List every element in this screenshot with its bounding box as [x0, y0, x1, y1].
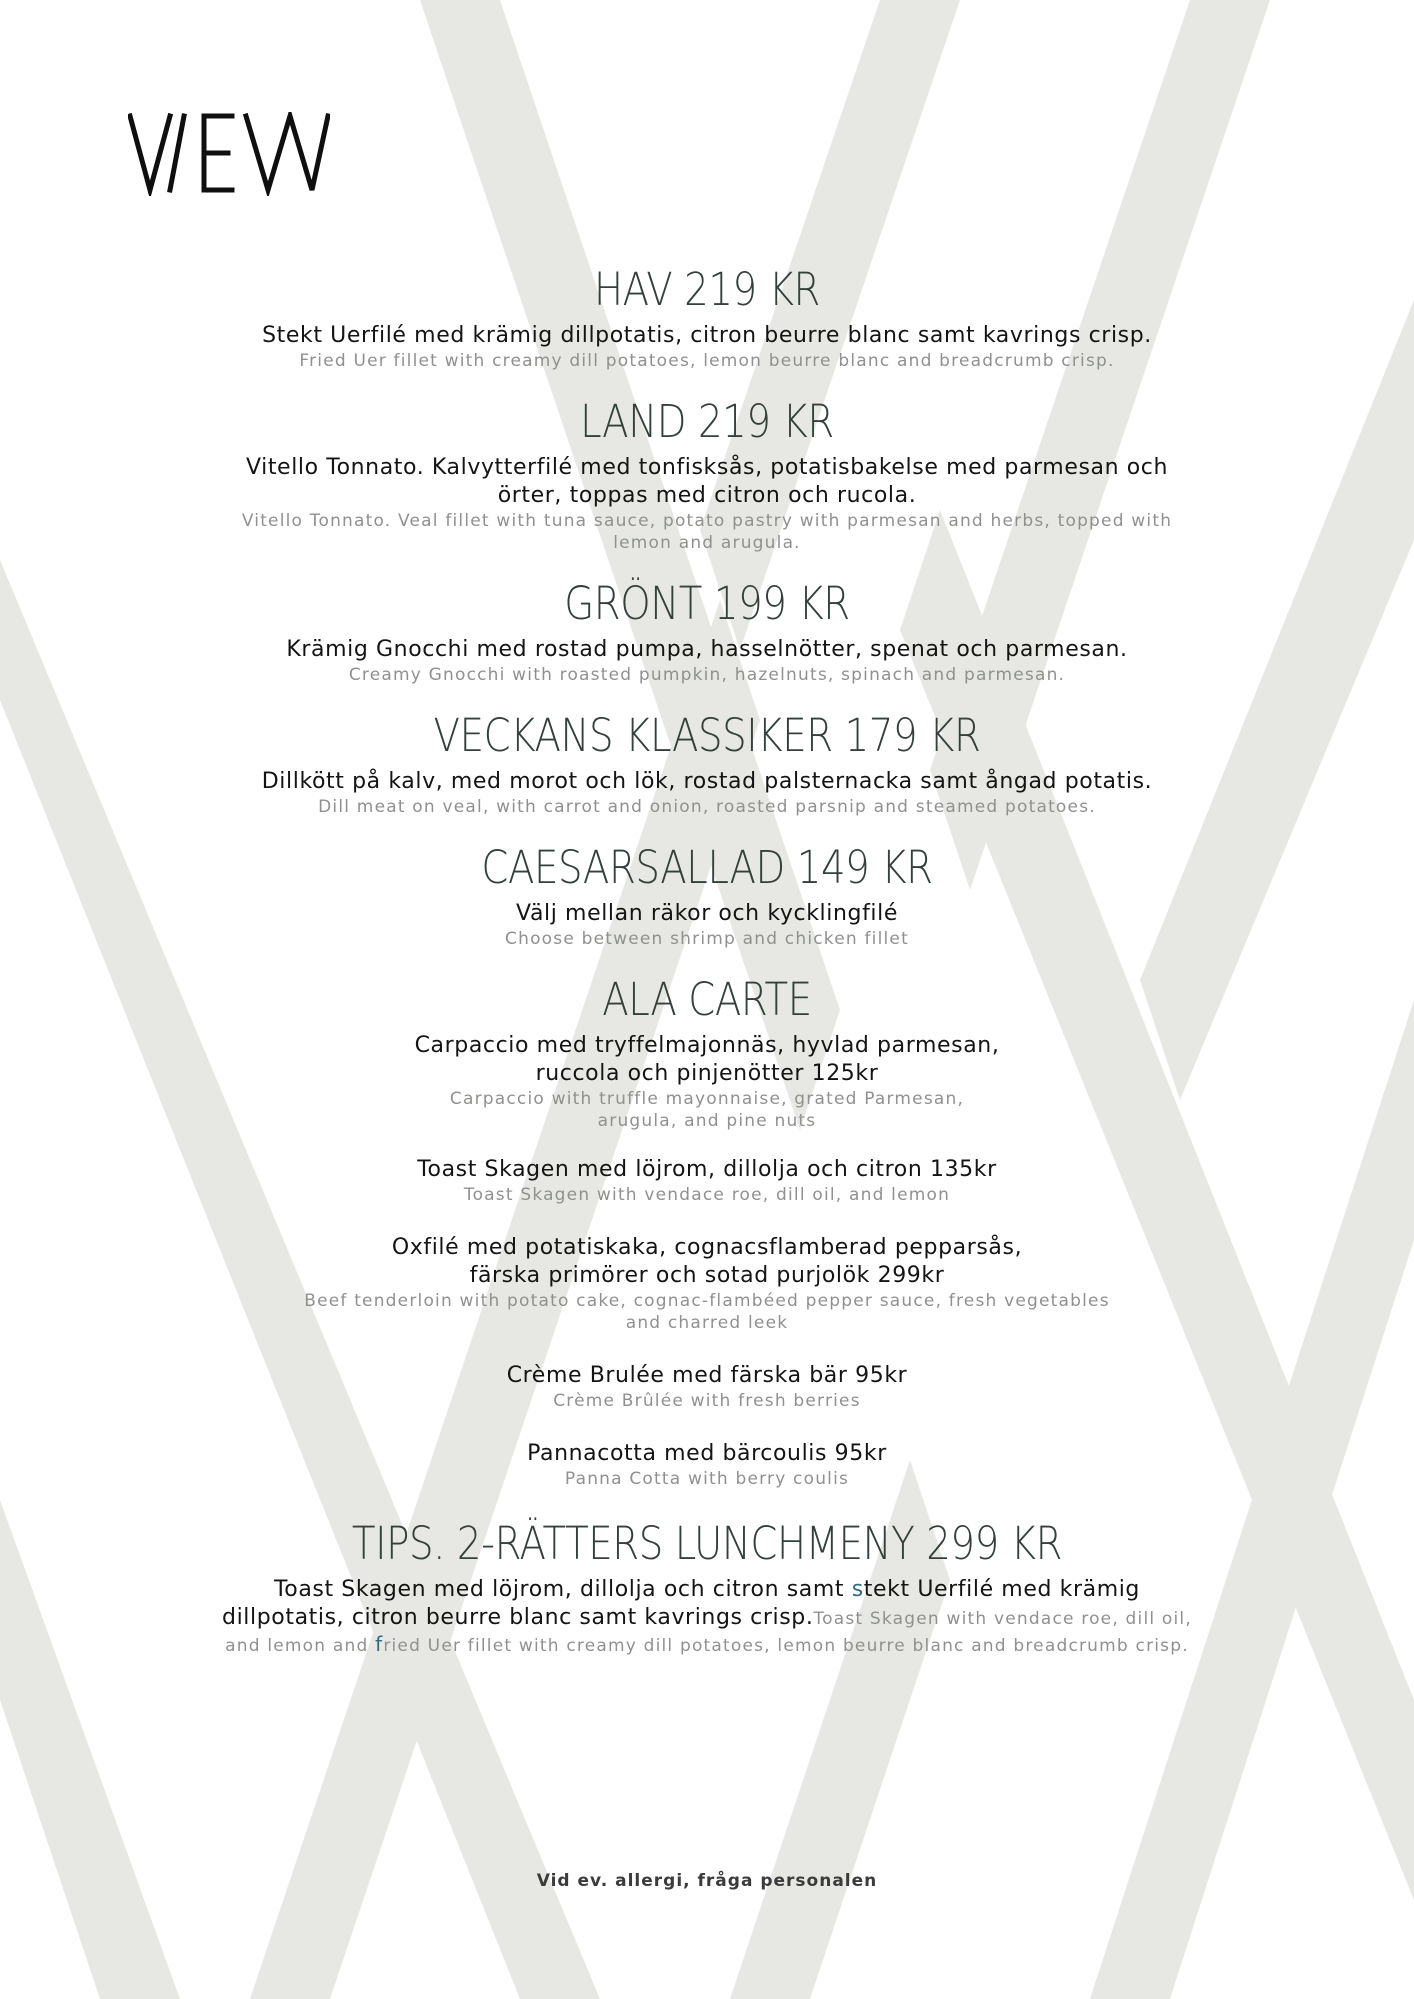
dish-description-sv: Pannacotta med bärcoulis 95kr [527, 1441, 887, 1466]
dish-description-en: arugula, and pine nuts [597, 1111, 817, 1131]
lunch-text-en: ried Uer fillet with creamy dill potatoes, lemon beurre blanc and breadcrumb crisp. [383, 1636, 1189, 1656]
lunch-description-line [0, 1576, 1414, 1604]
dish-description-en: Carpaccio with truffle mayonnaise, grated Parmesan, [449, 1089, 965, 1109]
lunch-text: Toast Skagen med löjrom, dillolja och citron samt [273, 1577, 852, 1602]
dish-description-en: Beef tenderloin with potato cake, cognac-flambéed pepper sauce, fresh vegetables [304, 1291, 1110, 1311]
section-hav [0, 262, 1414, 372]
dish-description-sv: Crème Brulée med färska bär 95kr [506, 1363, 908, 1388]
dish-description-sv: Vitello Tonnato. Kalvytterfilé med tonfisksås, potatisbakelse med parmesan och [245, 455, 1169, 480]
dish-description-en: Creamy Gnocchi with roasted pumpkin, hazelnuts, spinach and parmesan. [348, 665, 1066, 685]
section-heading: ALA CARTE [602, 973, 812, 1026]
menu [0, 262, 1414, 1657]
dish-description-en: Vitello Tonnato. Veal fillet with tuna sauce, potato pastry with parmesan and herbs, topped with [241, 511, 1173, 531]
dish-description-en: Fried Uer fillet with creamy dill potatoes, lemon beurre blanc and breadcrumb crisp. [299, 351, 1115, 371]
dish-description-sv: Välj mellan räkor och kycklingfilé [516, 901, 898, 926]
dish-description-sv: Dillkött på kalv, med morot och lök, rostad palsternacka samt ångad potatis. [261, 769, 1153, 794]
section-caesarsallad [0, 840, 1414, 950]
section-heading: GRÖNT 199 KR [564, 577, 850, 630]
dish-description-sv: Oxfilé med potatiskaka, cognacsflamberad pepparsås, [391, 1235, 1023, 1260]
lunch-description-line [0, 1604, 1414, 1633]
dish-description-en: Dill meat on veal, with carrot and onion, roasted parsnip and steamed potatoes. [318, 797, 1096, 817]
dish-description-en: Panna Cotta with berry coulis [564, 1469, 850, 1489]
dish-description-en: and charred leek [625, 1313, 789, 1333]
dish-description-en: Toast Skagen with vendace roe, dill oil, and lemon [463, 1185, 951, 1205]
section-heading: LAND 219 KR [580, 395, 834, 448]
menu-item [0, 1440, 1414, 1490]
menu-item [0, 1156, 1414, 1206]
section-heading: HAV 219 KR [593, 263, 821, 316]
lunch-text-accent: f [375, 1632, 384, 1656]
dish-description-sv: Krämig Gnocchi med rostad pumpa, hasselnötter, spenat och parmesan. [286, 637, 1128, 662]
section-heading: TIPS. 2-RÄTTERS LUNCHMENY 299 KR [351, 1517, 1063, 1570]
section-heading: CAESARSALLAD 149 KR [481, 841, 933, 894]
section-gront [0, 576, 1414, 686]
dish-description-sv: ruccola och pinjenötter 125kr [535, 1061, 879, 1086]
section-veckans-klassiker [0, 708, 1414, 818]
section-ala-carte [0, 972, 1414, 1490]
section-tips-lunchmeny [0, 1516, 1414, 1657]
lunch-description-line [0, 1633, 1414, 1657]
lunch-text-accent: s [851, 1577, 864, 1602]
dish-description-en: Choose between shrimp and chicken fillet [505, 929, 909, 949]
dish-description-en: lemon and arugula. [613, 533, 801, 553]
menu-item [0, 1362, 1414, 1412]
dish-description-sv: Toast Skagen med löjrom, dillolja och citron 135kr [417, 1157, 997, 1182]
lunch-text-en: Toast Skagen with vendace roe, dill oil, [813, 1609, 1192, 1629]
dish-description-sv: Carpaccio med tryffelmajonnäs, hyvlad parmesan, [414, 1033, 1000, 1058]
lunch-text: dillpotatis, citron beurre blanc samt kavrings crisp. [222, 1605, 814, 1630]
lunch-text-en: and lemon and [225, 1636, 376, 1656]
menu-item [0, 1032, 1414, 1132]
view-logo [128, 112, 330, 196]
section-land [0, 394, 1414, 554]
section-heading: VECKANS KLASSIKER 179 KR [433, 709, 981, 762]
menu-item [0, 1234, 1414, 1334]
allergy-note: Vid ev. allergi, fråga personalen [536, 1871, 878, 1891]
lunch-text: tekt Uerfilé med krämig [863, 1577, 1140, 1602]
dish-description-en: Crème Brûlée with fresh berries [553, 1391, 861, 1411]
dish-description-sv: örter, toppas med citron och rucola. [497, 483, 917, 508]
dish-description-sv: färska primörer och sotad purjolök 299kr [469, 1263, 945, 1288]
dish-description-sv: Stekt Uerfilé med krämig dillpotatis, citron beurre blanc samt kavrings crisp. [262, 323, 1152, 348]
